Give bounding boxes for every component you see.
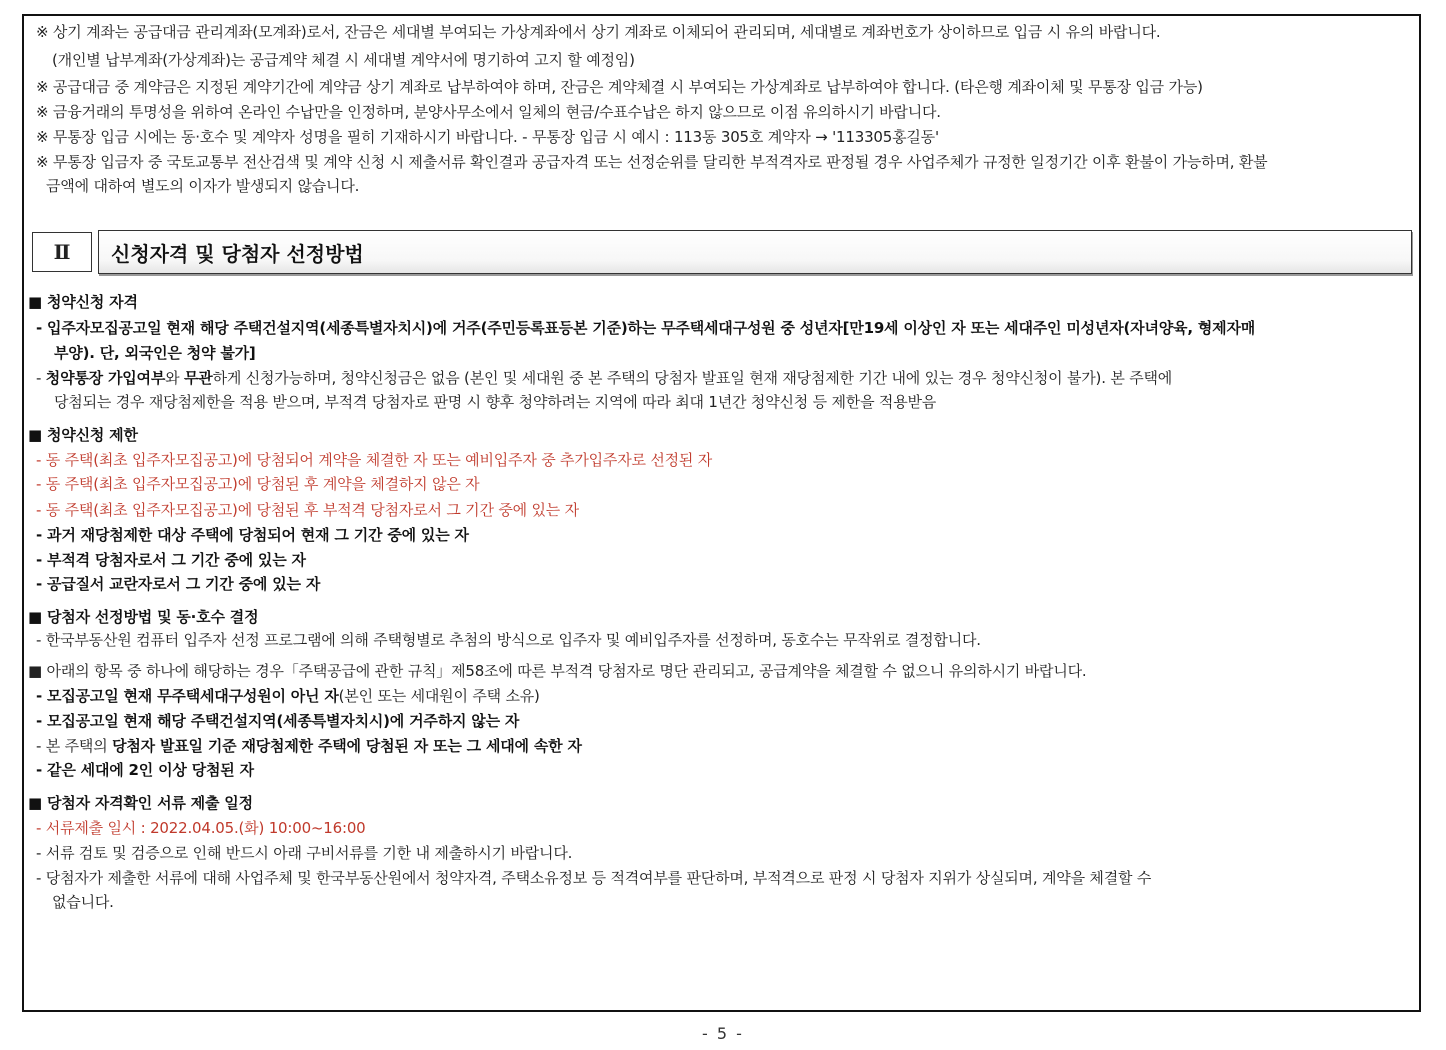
selection-item-1: - 한국부동산원 컴퓨터 입주자 선정 프로그램에 의해 주택형별로 추첨의 방식으로 입주자 및 예비입주자를 선정하며, 동호수는 무작위로 결정합니다.	[36, 631, 981, 649]
note-online-only: ※ 금융거래의 투명성을 위하여 온라인 수납만을 인정하며, 분양사무소에서 일체의 현금/수표수납은 하지 않으므로 이점 유의하시기 바랍니다.	[36, 103, 941, 121]
page-frame	[22, 14, 1421, 1012]
section-number: Ⅱ	[32, 232, 92, 272]
documents-item-3b: 없습니다.	[52, 893, 114, 911]
qualification-connector: 와	[165, 369, 184, 387]
note-refund-b: 금액에 대하여 별도의 이자가 발생되지 않습니다.	[46, 177, 360, 195]
selection-ineligible-heading: ■ 아래의 항목 중 하나에 해당하는 경우「주택공급에 관한 규칙」제58조에 따른 부적격 당첨자로 명단 관리되고, 공급계약을 체결할 수 없으니 유의하시기 바랍니다.	[28, 662, 1087, 680]
selection-item-3-bold: - 모집공고일 현재 무주택세대구성원이 아닌 자	[36, 687, 339, 705]
qualification-bold-1: 청약통장 가입여부	[45, 369, 166, 387]
selection-item-4: - 모집공고일 현재 해당 주택건설지역(세종특별자치시)에 거주하지 않는 자	[36, 712, 520, 730]
heading-documents: ■ 당첨자 자격확인 서류 제출 일정	[28, 794, 253, 812]
section-title: 신청자격 및 당첨자 선정방법	[98, 230, 1412, 274]
selection-item-5	[36, 736, 582, 756]
qualification-item-1: - 입주자모집공고일 현재 해당 주택건설지역(세종특별자치시)에 거주(주민등록표등본 기준)하는 무주택세대구성원 중 성년자[만19세 이상인 자 또는 세대주인 미성년자(자녀양육, 형제자매	[36, 319, 1256, 337]
selection-item-3-rest: (본인 또는 세대원이 주택 소유)	[338, 687, 540, 705]
page-number: - 5 -	[702, 1024, 744, 1043]
documents-schedule: - 서류제출 일시 : 2022.04.05.(화) 10:00~16:00	[36, 819, 366, 837]
selection-item-3	[36, 686, 540, 706]
qualification-item-2: - 청약통장 가입여부와 무관하게 신청가능하며, 청약신청금은 없음 (본인 및 세대원 중 본 주택의 당첨자 발표일 현재 재당첨제한 기간 내에 있는 경우 청약신청이 불가). 본 주택에	[36, 369, 1173, 387]
note-refund: ※ 무통장 입금자 중 국토교통부 전산검색 및 계약 신청 시 제출서류 확인결과 공급자격 또는 선정순위를 달리한 부적격자로 판정될 경우 사업주체가 규정한 일정기간 이후 환불이 가능하며, 환불	[36, 153, 1268, 171]
note-bank-deposit: ※ 무통장 입금 시에는 동·호수 및 계약자 성명을 필히 기재하시기 바랍니다. - 무통장 입금 시 예시 : 113동 305호 계약자 → '113305홍길동'	[36, 128, 939, 146]
selection-item-5-pre: - 본 주택의	[36, 737, 113, 755]
heading-qualification: ■ 청약신청 자격	[28, 293, 138, 311]
restriction-item-2: - 동 주택(최초 입주자모집공고)에 당첨된 후 계약을 체결하지 않은 자	[36, 475, 480, 493]
restriction-item-3: - 동 주택(최초 입주자모집공고)에 당첨된 후 부적격 당첨자로서 그 기간 중에 있는 자	[36, 501, 579, 519]
note-payment: ※ 공급대금 중 계약금은 지정된 계약기간에 계약금 상기 계좌로 납부하여야 하며, 잔금은 계약체결 시 부여되는 가상계좌로 납부하여야 합니다. (타은행 계좌이체 및 무통장 입금 가능)	[36, 78, 1203, 96]
selection-item-6: - 같은 세대에 2인 이상 당첨된 자	[36, 761, 254, 779]
restriction-item-1: - 동 주택(최초 입주자모집공고)에 당첨되어 계약을 체결한 자 또는 예비입주자 중 추가입주자로 선정된 자	[36, 451, 713, 469]
qualification-bold-2: 무관	[183, 369, 213, 387]
note-account-1: ※ 상기 계좌는 공급대금 관리계좌(모계좌)로서, 잔금은 세대별 부여되는 가상계좌에서 상기 계좌로 이체되어 관리되며, 세대별로 계좌번호가 상이하므로 입금 시 유의 바랍니다.	[36, 23, 1161, 41]
documents-item-2: - 서류 검토 및 검증으로 인해 반드시 아래 구비서류를 기한 내 제출하시기 바랍니다.	[36, 844, 573, 862]
heading-restriction: ■ 청약신청 제한	[28, 426, 138, 444]
documents-item-3: - 당첨자가 제출한 서류에 대해 사업주체 및 한국부동산원에서 청약자격, 주택소유정보 등 적격여부를 판단하며, 부적격으로 판정 시 당첨자 지위가 상실되며, 계약을 체결할 수	[36, 869, 1152, 887]
note-account-1b: (개인별 납부계좌(가상계좌)는 공급계약 체결 시 세대별 계약서에 명기하여 고지 할 예정임)	[52, 51, 635, 69]
heading-selection: ■ 당첨자 선정방법 및 동·호수 결정	[28, 608, 259, 626]
selection-item-5-bold: 당첨자 발표일 기준 재당첨제한 주택에 당첨된 자 또는 그 세대에 속한 자	[112, 737, 582, 755]
qualification-item-1b: 부양). 단, 외국인은 청약 불가]	[54, 344, 256, 362]
restriction-item-4: - 과거 재당첨제한 대상 주택에 당첨되어 현재 그 기간 중에 있는 자	[36, 526, 469, 544]
qualification-item-2b: 당첨되는 경우 재당첨제한을 적용 받으며, 부적격 당첨자로 판명 시 향후 청약하려는 지역에 따라 최대 1년간 청약신청 등 제한을 적용받음	[54, 393, 937, 411]
restriction-item-5: - 부적격 당첨자로서 그 기간 중에 있는 자	[36, 551, 306, 569]
restriction-item-6: - 공급질서 교란자로서 그 기간 중에 있는 자	[36, 575, 321, 593]
qualification-item-2-rest: 하게 신청가능하며, 청약신청금은 없음 (본인 및 세대원 중 본 주택의 당첨자 발표일 현재 재당첨제한 기간 내에 있는 경우 청약신청이 불가). 본 주택에	[212, 369, 1173, 387]
